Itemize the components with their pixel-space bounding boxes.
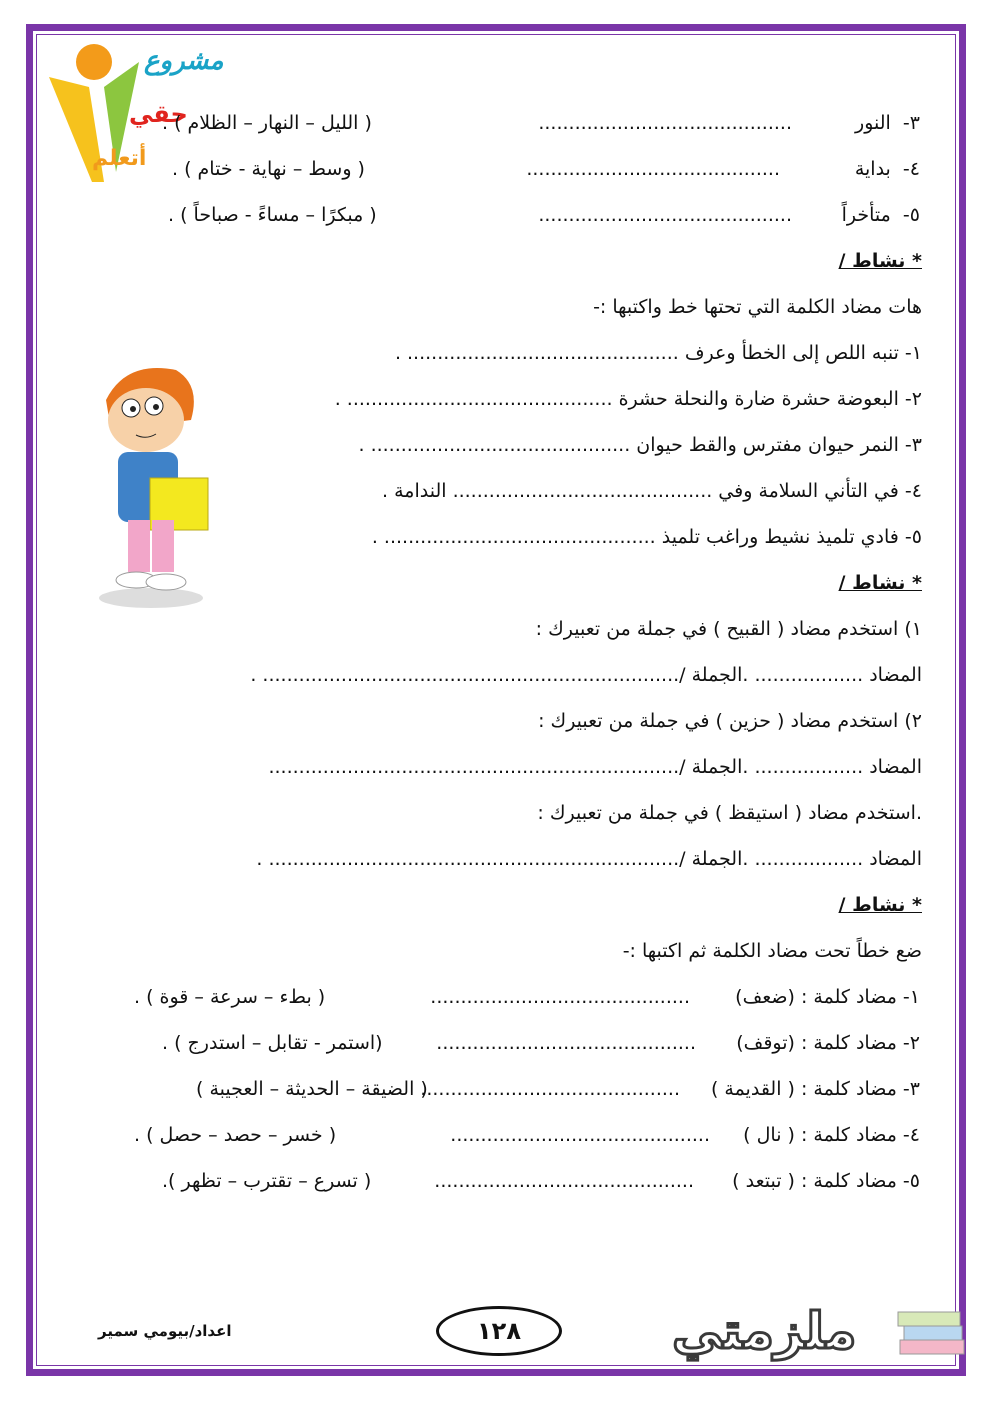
question: ١) استخدم مضاد ( القبيح ) في جملة من تعبيرك : bbox=[535, 618, 922, 640]
activity-item[interactable]: ٢- البعوضة حشرة ضارة والنحلة حشرة ............................................ . bbox=[334, 388, 922, 410]
question: ٢) استخدم مضاد ( حزين ) في جملة من تعبيرك : bbox=[538, 710, 922, 732]
boy-cartoon-icon bbox=[86, 360, 216, 610]
item-label: ١- مضاد كلمة : (ضعف) bbox=[735, 986, 920, 1008]
options: ( تسرع – تقترب – تظهر ). bbox=[162, 1170, 372, 1192]
item-label: ٢- مضاد كلمة : (توقف) bbox=[736, 1032, 920, 1054]
options: ( الضيقة – الحديثة – العجيبة ) bbox=[196, 1078, 428, 1100]
activity-item[interactable]: ٤- في التأني السلامة وفي ........................................... الندامة . bbox=[382, 480, 922, 502]
answer-blank[interactable]: .......................................... bbox=[538, 204, 792, 226]
answer-blank[interactable]: ........................................... bbox=[450, 1124, 710, 1146]
activity-instruction: ضع خطاً تحت مضاد الكلمة ثم اكتبها :- bbox=[622, 940, 922, 962]
answer-line[interactable]: المضاد .................. .الجملة /.................................................................... bbox=[268, 756, 922, 778]
options: ( الليل – النهار – الظلام ) . bbox=[162, 112, 372, 134]
brand-text: ملزمتي bbox=[672, 1302, 857, 1360]
answer-blank[interactable]: .......................................... bbox=[526, 158, 780, 180]
answer-blank[interactable]: ........................................... bbox=[436, 1032, 696, 1054]
item-label: ٤- مضاد كلمة : ( نال ) bbox=[743, 1124, 920, 1146]
options: ( مبكرًا – مساءً - صباحاً ) . bbox=[168, 204, 377, 226]
brand-logo bbox=[672, 1296, 972, 1376]
answer-blank[interactable]: .......................................... bbox=[538, 112, 792, 134]
answer-line[interactable]: المضاد .................. .الجملة /..................................................................... . bbox=[250, 664, 922, 686]
answer-blank[interactable]: ........................................... bbox=[420, 1078, 680, 1100]
books-icon bbox=[892, 1300, 972, 1370]
activity-item[interactable]: ١- تنبه اللص إلى الخطأ وعرف ............................................. . bbox=[394, 342, 922, 364]
item-word: النور bbox=[855, 112, 891, 134]
logo-text-learn: أتعلم bbox=[92, 146, 147, 171]
page-number: ١٢٨ bbox=[436, 1306, 562, 1356]
item-word: بداية bbox=[854, 158, 891, 180]
answer-blank[interactable]: ........................................... bbox=[430, 986, 690, 1008]
activity-item[interactable]: ٥- فادي تلميذ نشيط وراغب تلميذ ............................................. . bbox=[371, 526, 922, 548]
item-word: متأخراً bbox=[841, 204, 891, 226]
item-num: ٤- bbox=[902, 158, 920, 180]
answer-line[interactable]: المضاد .................. .الجملة /.................................................................... . bbox=[256, 848, 922, 870]
item-num: ٣- bbox=[902, 112, 920, 134]
logo-text-project: مشروع bbox=[144, 46, 224, 76]
author-credit: اعداد/بيومي سمير bbox=[98, 1322, 232, 1340]
options: ( خسر – حصد – حصل ) . bbox=[134, 1124, 337, 1146]
activity-heading: * نشاط / bbox=[838, 572, 922, 594]
item-3-label bbox=[855, 112, 920, 134]
options: ( وسط – نهاية - ختام ) . bbox=[172, 158, 365, 180]
page-inner-border bbox=[36, 34, 956, 1366]
item-num: ٥- bbox=[902, 204, 920, 226]
activity-heading: * نشاط / bbox=[838, 250, 922, 272]
item-label: ٥- مضاد كلمة : ( تبتعد ) bbox=[732, 1170, 920, 1192]
activity-heading: * نشاط / bbox=[838, 894, 922, 916]
options: (استمر - تقابل – استدرج ) . bbox=[162, 1032, 383, 1054]
question: .استخدم مضاد ( استيقظ ) في جملة من تعبيرك : bbox=[537, 802, 922, 824]
item-label: ٣- مضاد كلمة : ( القديمة ) bbox=[710, 1078, 920, 1100]
item-4-label bbox=[855, 158, 920, 180]
options: ( بطء – سرعة – قوة ) . bbox=[134, 986, 326, 1008]
item-5-label bbox=[842, 204, 920, 226]
logo-text-right: حقي bbox=[129, 100, 188, 128]
activity-instruction: هات مضاد الكلمة التي تحتها خط واكتبها :- bbox=[593, 296, 922, 318]
answer-blank[interactable]: ........................................... bbox=[434, 1170, 694, 1192]
activity-item[interactable]: ٣- النمر حيوان مفترس والقط حيوان ........................................... . bbox=[358, 434, 922, 456]
